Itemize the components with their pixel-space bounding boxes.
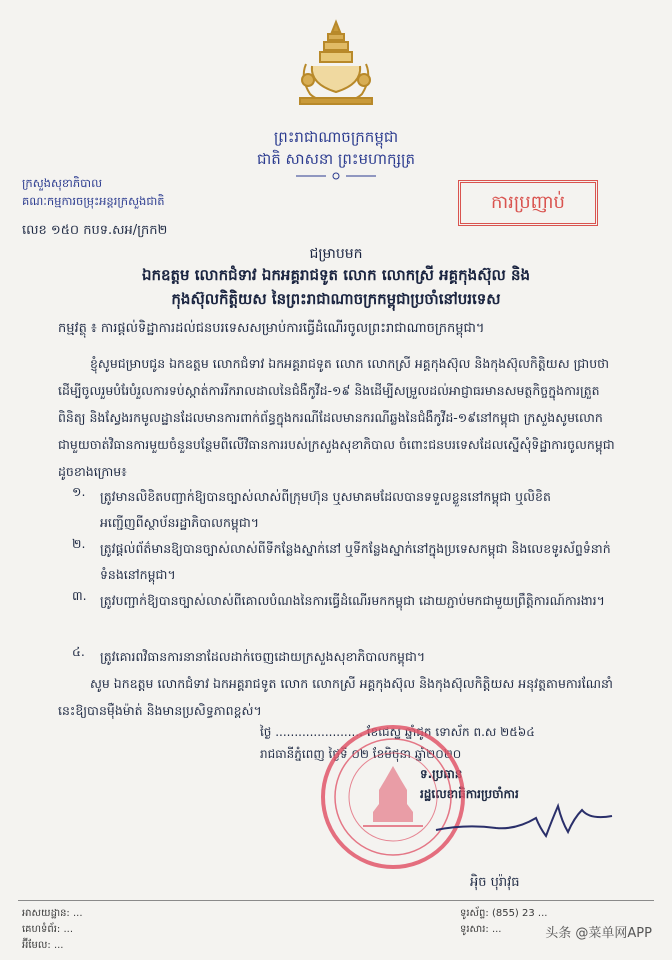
reference-number: លេខ ១៥០ កបទ.សអ/ក្រក២: [22, 223, 168, 238]
list-item: ត្រូវផ្តល់ព័ត៌មានឱ្យបានច្បាស់លាស់ពីទីកន្លែងស្នាក់នៅ ឬទីកន្លែងស្នាក់នៅក្នុងប្រទេសកម្ពុជា និងលេខទូរស័ព្ទទំនាក់ទំនងនៅកម្ពុជា។: [100, 541, 611, 582]
watermark-text: 头条 @菜单网APP: [545, 926, 652, 941]
lunar-date: ថ្ងៃ ....................... ខែជេស្ឋ ឆ្នាំជូត ទោស័ក ព.ស ២៥៦៤: [260, 725, 535, 739]
item-number: ១.: [72, 484, 86, 499]
item-number: ៣.: [72, 588, 87, 603]
subject-line: កម្មវត្ថុ ៖ ការផ្តល់ទិដ្ឋាការដល់ជនបរទេសសម្រាប់ការធ្វើដំណើរចូលព្រះរាជាណាចក្រកម្ពុជា។: [58, 321, 485, 336]
signature-icon: [430, 790, 620, 850]
list-item: ត្រូវគោរពវិធានការនានាដែលដាក់ចេញដោយក្រសួងសុខាភិបាលកម្ពុជា។: [100, 649, 426, 664]
footer-phone: ទូរស័ព្ទ: (855) 23 ...: [460, 908, 548, 919]
footer-email: អ៊ីមែល: ...: [22, 940, 64, 951]
footer-fax: ទូរសារ: ...: [460, 924, 502, 935]
footer-address: អាសយដ្ឋាន: ...: [22, 908, 83, 919]
closing-paragraph: សូម ឯកឧត្តម លោកជំទាវ ឯកអគ្គរាជទូត លោក លោកស្រី អគ្គកុងស៊ុល និងកុងស៊ុលកិត្តិយស អនុវត្តតាមការណែនាំនេះឱ្យបានម៉ឺងម៉ាត់ និងមានប្រសិទ្ធភាពខ្ពស់។: [58, 676, 613, 718]
solar-date: រាជធានីភ្នំពេញ ថ្ងៃទី ០២ ខែមិថុនា ឆ្នាំ២០២០: [260, 747, 462, 761]
urgent-stamp: ការប្រញាប់: [458, 180, 598, 226]
signatory-name: អុិច បុរ៉ាវុធ: [470, 875, 520, 890]
ministry-name: ក្រសួងសុខាភិបាល: [22, 176, 103, 190]
addressee-line-2: កុងស៊ុលកិត្តិយស នៃព្រះរាជាណាចក្រកម្ពុជាប្រចាំនៅបរទេស: [171, 290, 501, 308]
body-paragraph: ខ្ញុំសូមជម្រាបជូន ឯកឧត្តម លោកជំទាវ ឯកអគ្គរាជទូត លោក លោកស្រី អគ្គកុងស៊ុល និងកុងស៊ុលកិត្តិយស ជ្រាបថា ដើម្បីចូលរួមបំរែបំរួលការទប់ស្កាត់ការរីករាលដាលនៃជំងឺកូវីដ-១៩ និងដើម្បីសម្រួលដល់អាជ្ញាធរមានសមត្ថកិច្ចក្នុងការត្រួតពិនិត្យ និងស្វែងរកមូលដ្ឋានដែលមានការពាក់ព័ន្ធក្នុងករណីដែលមានករណីឆ្លងនៃជំងឺកូវីដ-១៩នៅកម្ពុជា ក្រសួងសូមលោកជាមួយចាត់វិធានការមួយចំនួនបន្ថែមពីលើវិធានការរបស់ក្រសួងសុខាភិបាល ចំពោះជនបរទេសដែលស្នើសុំទិដ្ឋាការចូលកម្ពុជា ដូចខាងក្រោម៖: [58, 356, 615, 479]
signatory-position: រដ្ឋលេខាធិការប្រចាំការ: [420, 787, 519, 801]
national-motto: ជាតិ សាសនា ព្រះមហាក្សត្រ: [256, 150, 416, 168]
list-item: ត្រូវបញ្ជាក់ឱ្យបានច្បាស់លាស់ពីគោលបំណងនៃការធ្វើដំណើរមកកម្ពុជា ដោយភ្ជាប់មកជាមួយព្រឹត្តិការណ៍ការងារ។: [100, 593, 605, 608]
footer-website: គេហទំព័រ: ...: [22, 924, 73, 935]
committee-name: គណៈកម្មការចម្រុះអន្តរក្រសួងជាតិ: [22, 194, 165, 208]
royal-crest-icon: [286, 18, 386, 110]
salutation: ជម្រាបមក: [309, 246, 363, 262]
item-number: ៤.: [72, 644, 85, 659]
footer-divider: [18, 900, 654, 901]
kingdom-title: ព្រះរាជាណាចក្រកម្ពុជា: [273, 128, 399, 146]
ornament-divider-icon: [296, 172, 376, 180]
addressee-line-1: ឯកឧត្តម លោកជំទាវ ឯកអគ្គរាជទូត លោក លោកស្រី អគ្គកុងស៊ុល និង: [141, 266, 531, 284]
list-item: ត្រូវមានលិខិតបញ្ជាក់ឱ្យបានច្បាស់លាស់ពីក្រុមហ៊ុន ឬសមាគមដែលបានទទួលខ្លួននៅកម្ពុជា ឬលិខិតអញ្ជើញពីស្ថាប័នរដ្ឋាភិបាលកម្ពុជា។: [100, 489, 551, 530]
signatory-title: ទ.ប្រធាន: [420, 767, 463, 781]
item-number: ២.: [72, 536, 86, 551]
